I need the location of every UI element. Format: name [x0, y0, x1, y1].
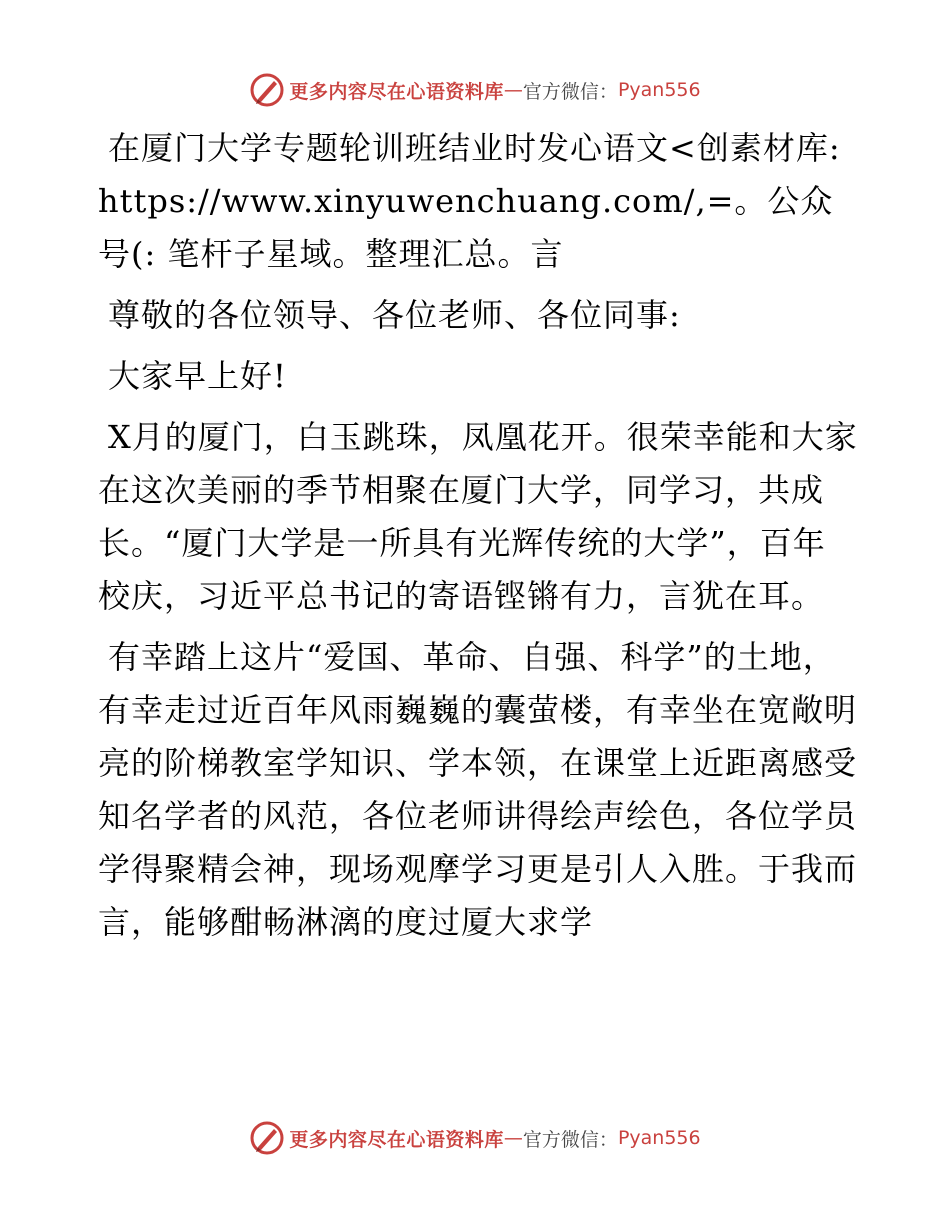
paragraph-intro: 在厦门大学专题轮训班结业时发心语文<创素材库: https://www.xinyuwenchuang.com/,=。公众号(: 笔杆子星域。整理汇总。言 [98, 129, 841, 273]
banner-wechat-label: 官方微信： [522, 1128, 618, 1151]
banner-wechat-id: Pyan556 [617, 79, 701, 101]
banner-dash: — [503, 1127, 523, 1149]
footer-watermark-banner [0, 1118, 950, 1158]
quill-pen-logo-icon [249, 1120, 285, 1156]
paragraph-body-1: X月的厦门，白玉跳珠，凤凰花开。很荣幸能和大家在这次美丽的季节相聚在厦门大学，同学习，共成长。“厦门大学是一所具有光辉传统的大学”，百年校庆，习近平总书记的寄语铿锵有力，言犹在耳。 [98, 418, 858, 615]
banner-wechat-label: 官方微信： [522, 80, 618, 103]
banner-wechat-id: Pyan556 [617, 1127, 701, 1149]
paragraph-salutation: 尊敬的各位领导、各位老师、各位同事: [108, 296, 681, 334]
banner-dash: — [503, 79, 523, 101]
quill-pen-logo-icon [249, 72, 285, 108]
paragraph-greeting: 大家早上好! [108, 357, 287, 395]
paragraph-body-2: 有幸踏上这片“爱国、革命、自强、科学”的土地，有幸走过近百年风雨巍巍的囊萤楼，有幸坐在宽敞明亮的阶梯教室学知识、学本领，在课堂上近距离感受知名学者的风范，各位老师讲得绘声绘色，各位学员学得聚精会神，现场观摩学习更是引人入胜。于我而言，能够酣畅淋漓的度过厦大求学 [98, 638, 858, 941]
header-watermark-banner [0, 70, 950, 110]
document-body [98, 122, 858, 957]
banner-brand-text: 更多内容尽在心语资料库 [289, 80, 504, 103]
banner-brand-text: 更多内容尽在心语资料库 [289, 1128, 504, 1151]
